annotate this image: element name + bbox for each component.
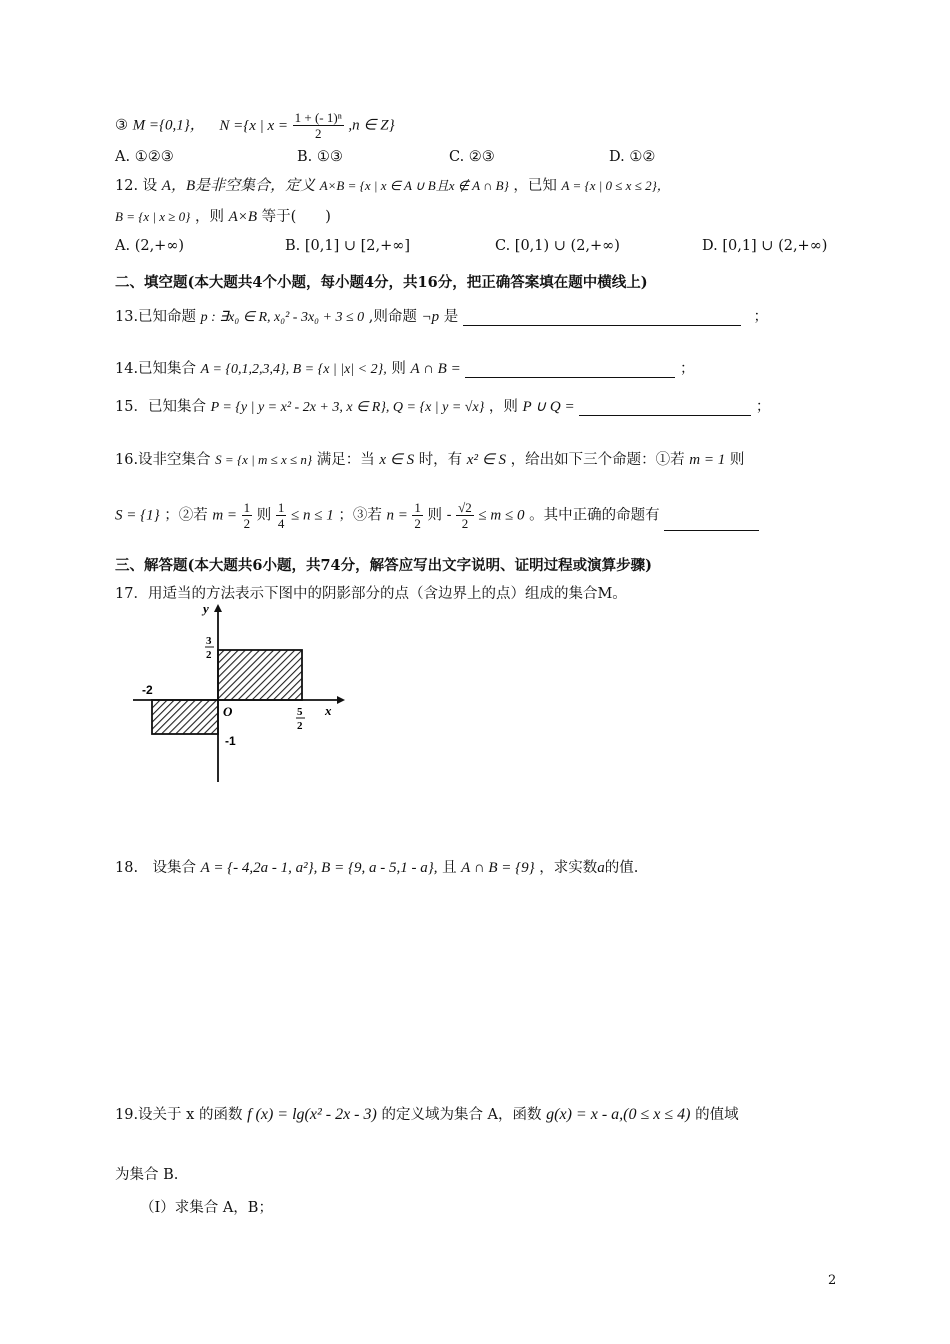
q12-line2 [115, 205, 331, 226]
q13-end: ； [753, 309, 768, 325]
q16-frac1-num: 1 [243, 500, 251, 515]
q18-expr: A = {- 4,2a - 1, a²}, B = {9, a - 5,1 - a}, [200, 860, 438, 876]
q17-text: 17．用适当的方法表示下图中的阴影部分的点（含边界上的点）组成的集合M。 [115, 586, 627, 602]
q16-l2-m: m = [212, 507, 238, 524]
q16-l2-text1: ；②若 [164, 507, 208, 524]
q11-item3 [115, 110, 395, 141]
q16-expr4: m = 1 [689, 452, 726, 468]
shaded-region-upper-right [218, 650, 302, 700]
q19-mid: 的定义域为集合 A，函数 [381, 1107, 542, 1123]
x-axis-label: x [325, 703, 332, 718]
q18-var: a [597, 860, 605, 876]
q16-answer-blank[interactable] [664, 516, 759, 531]
q14-answer-blank[interactable] [465, 363, 675, 378]
q16-text3: ，给出如下三个命题：①若 [510, 452, 685, 468]
five-half-num: 5 [297, 706, 303, 718]
q12-tail: 等于( ) [261, 209, 331, 225]
q11-item3-fraction [293, 110, 344, 141]
neg-two-label: -2 [142, 683, 153, 697]
q16-frac4-num: √2 [458, 500, 472, 515]
q11-option-a: A. ①②③ [115, 149, 174, 165]
q16-l2-text2: 则 [256, 507, 272, 524]
section3-title: 三、解答题(本大题共6小题，共74分，解答应写出文字说明、证明过程或演算步骤) [115, 557, 652, 574]
q18-prefix: 18. 设集合 [115, 860, 197, 876]
q13-prefix: 13.已知命题 [115, 309, 197, 325]
q11-item3-label: ③ [115, 117, 128, 134]
q11-frac-den: 2 [314, 126, 322, 141]
q15-expr2: P ∪ Q = [522, 399, 575, 415]
q13 [115, 305, 768, 326]
q16-frac3 [412, 500, 423, 531]
q12-set-b: B = {x | x ≥ 0} [115, 209, 191, 224]
q12-prefix: 12. 设 [115, 178, 158, 194]
q16-l2-tail: 。其中正确的命题有 [529, 507, 660, 524]
q16-l2-n: n = [386, 507, 408, 524]
q16-l2-expr3: ≤ m ≤ 0 [478, 507, 525, 524]
q12-suffix: ，已知 [513, 178, 557, 194]
q13-tail: 是 [443, 309, 459, 325]
q14 [115, 357, 694, 378]
q16-frac4 [456, 500, 474, 531]
q16-expr3: x² ∈ S [466, 452, 507, 468]
q16-l2-text4: 则 - [427, 507, 452, 524]
q16-frac1 [242, 500, 253, 531]
page-number: 2 [828, 1273, 837, 1288]
shaded-region-lower-left [152, 700, 218, 734]
q16-frac3-den: 2 [414, 516, 421, 531]
q14-expr2: A ∩ B = [410, 361, 461, 377]
q18-mid: 且 [442, 860, 457, 876]
q16-prefix: 16.设非空集合 [115, 452, 211, 468]
q12-text: A，B是非空集合，定义 [161, 178, 316, 194]
q16-line1 [115, 448, 744, 469]
q19-f-expr: f (x) = lg(x² - 2x - 3) [247, 1106, 377, 1123]
q16-frac2 [276, 500, 287, 531]
q15-mid: ，则 [488, 399, 518, 415]
q12-def: A×B = {x | x ∈ A ∪ B且x ∉ A ∩ B} [319, 178, 509, 193]
q14-end: ； [679, 361, 695, 377]
origin-label: O [223, 704, 233, 719]
q16-l2-expr1: S = {1} [115, 507, 160, 524]
q14-mid: 则 [391, 361, 406, 377]
q14-prefix: 14.已知集合 [115, 361, 197, 377]
neg-one-label: -1 [225, 734, 236, 748]
q11-option-b: B. ①③ [297, 149, 343, 165]
three-half-num: 3 [206, 635, 212, 647]
q13-answer-blank[interactable] [463, 311, 741, 326]
q15 [115, 395, 770, 416]
q16-text2: 时，有 [418, 452, 463, 468]
q11-item3-tail: ,n ∈ Z} [348, 117, 395, 134]
x-axis-arrow [337, 696, 345, 704]
q16-l2-expr2: ≤ n ≤ 1 [291, 507, 334, 524]
q19-line1 [115, 1103, 739, 1124]
q11-item3-m: M ={0,1}， [132, 117, 205, 134]
q12-set-a: A = {x | 0 ≤ x ≤ 2}， [561, 178, 670, 193]
q16-text1: 满足：当 [316, 452, 375, 468]
q15-expr: P = {y | y = x² - 2x + 3, x ∈ R}, Q = {x | y = √x} [210, 400, 485, 415]
q13-expr: p : ∃x₀ ∈ R, x₀² - 3x₀ + 3 ≤ 0 [200, 310, 365, 325]
three-half-den: 2 [206, 649, 212, 661]
q13-neg: ¬p [421, 309, 440, 325]
q11-option-c: C. ②③ [449, 149, 495, 165]
q16-text4: 则 [729, 452, 745, 468]
q19-tail: 的值域 [695, 1107, 739, 1123]
q12-option-d: D. [0,1] ∪ (2,+∞) [702, 238, 828, 254]
q18-expr2: A ∩ B = {9} [461, 860, 535, 876]
q16-expr2: x ∈ S [379, 452, 415, 468]
q12-expr: A×B [228, 209, 258, 225]
q17-figure [125, 600, 355, 790]
y-axis-label: y [203, 601, 209, 616]
q14-expr: A = {0,1,2,3,4}, B = {x | |x| < 2}, [200, 362, 387, 377]
q19-prefix: 19.设关于 x 的函数 [115, 1107, 243, 1123]
q19-part1: （Ⅰ）求集合 A，B； [140, 1200, 273, 1216]
q12-option-c: C. [0,1) ∪ (2,+∞) [495, 238, 620, 254]
q11-option-d: D. ①② [609, 149, 656, 165]
q18-tail: ，求实数 [539, 860, 598, 876]
q12-line1 [115, 174, 670, 195]
q16-line2 [115, 500, 759, 531]
q18-end: 的值. [604, 860, 639, 876]
q16-expr: S = {x | m ≤ x ≤ n} [215, 452, 313, 467]
q16-frac2-num: 1 [277, 500, 285, 515]
q19-g-expr: g(x) = x - a,(0 ≤ x ≤ 4) [546, 1106, 691, 1123]
q15-prefix: 15．已知集合 [115, 399, 206, 415]
q16-l2-text3: ；③若 [338, 507, 382, 524]
q16-frac4-den: 2 [461, 516, 469, 531]
q12-option-b: B. [0,1] ∪ [2,+∞] [285, 238, 410, 254]
y-axis-arrow [214, 604, 222, 612]
q13-mid: ,则命题 [368, 309, 417, 325]
q15-end: ； [755, 399, 771, 415]
q11-frac-num: 1 + (- 1)ⁿ [294, 110, 342, 125]
q18 [115, 856, 638, 877]
q16-frac3-num: 1 [414, 500, 421, 515]
q11-item3-n: N ={x | x = [219, 117, 289, 134]
five-half-den: 2 [297, 720, 303, 732]
q16-frac1-den: 2 [243, 516, 251, 531]
section2-title: 二、填空题(本大题共4个小题，每小题4分，共16分，把正确答案填在题中横线上) [115, 274, 648, 291]
q12-option-a: A. (2,+∞) [115, 238, 185, 254]
q12-then: ，则 [194, 209, 224, 225]
q16-frac2-den: 4 [277, 516, 285, 531]
q19-line2: 为集合 B. [115, 1167, 179, 1183]
q15-answer-blank[interactable] [579, 401, 751, 416]
